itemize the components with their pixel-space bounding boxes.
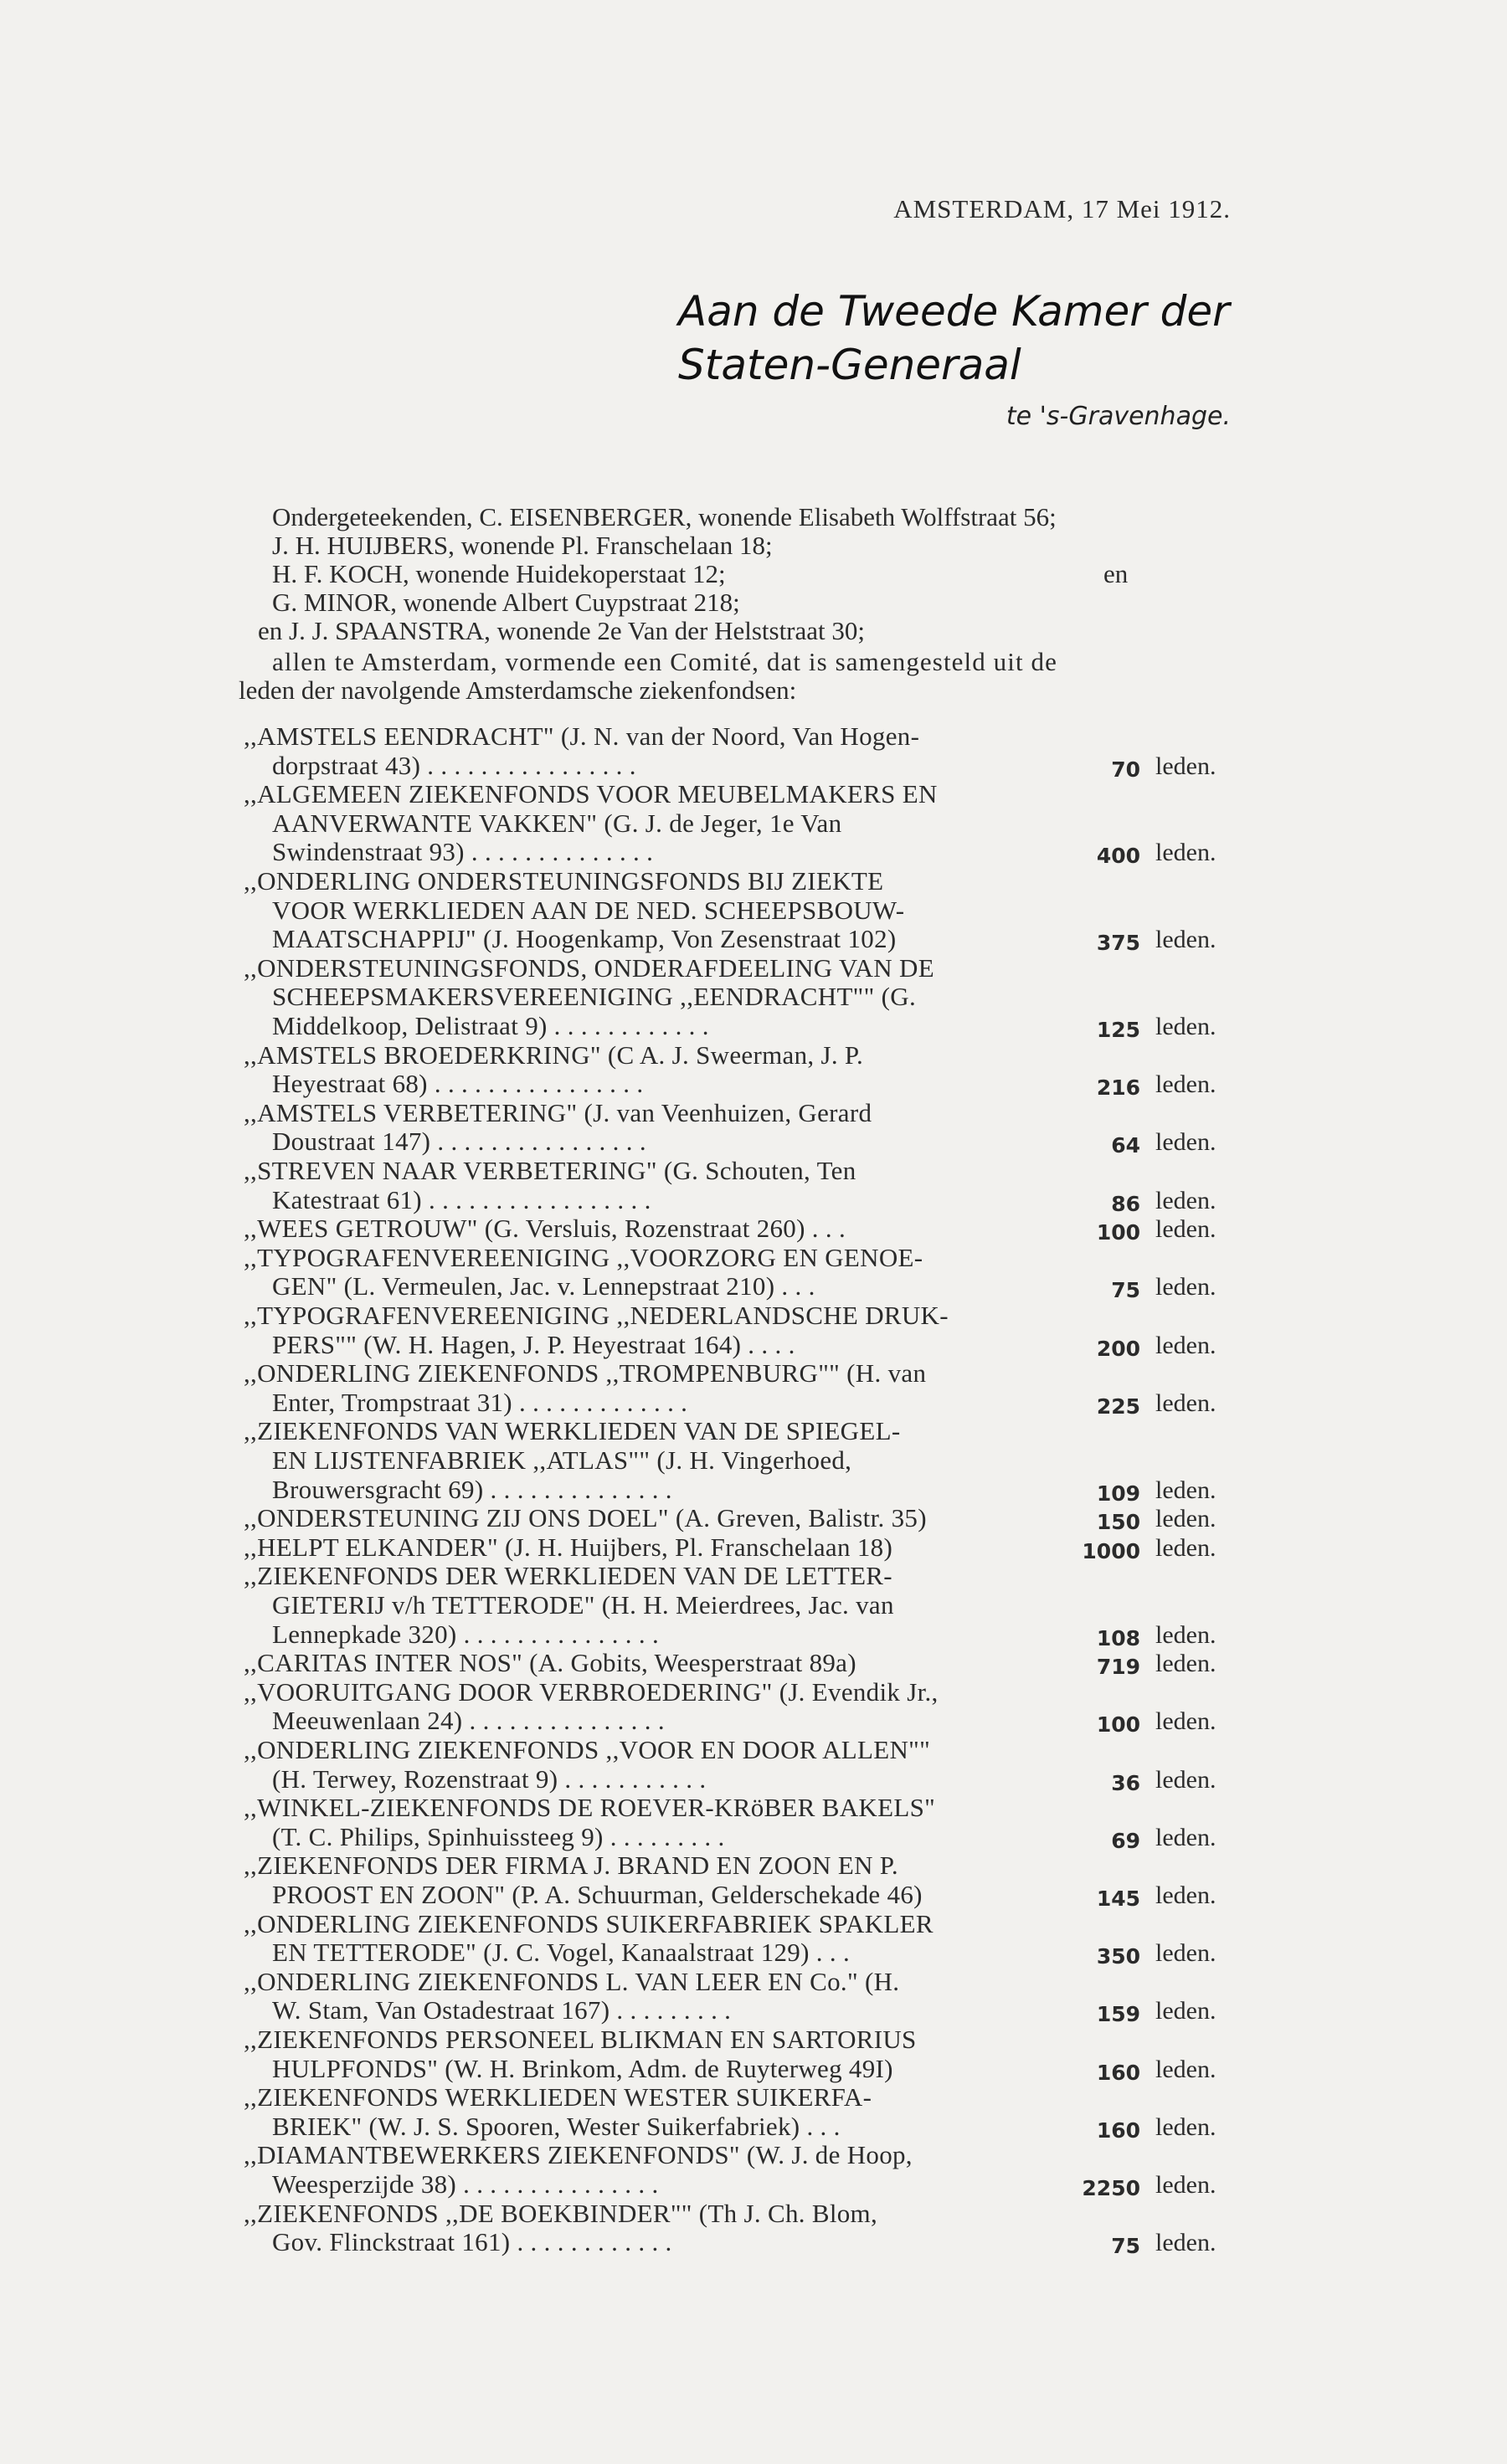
addressee-line-1: Aan de Tweede Kamer der bbox=[678, 287, 1230, 336]
fund-entry-line: Doustraat 147) . . . . . . . . . . . . . . . . bbox=[272, 1127, 646, 1157]
member-count: 109 bbox=[1096, 1481, 1140, 1506]
member-count: 64 bbox=[1111, 1133, 1140, 1158]
fund-entry-line: ,,ONDERLING ZIEKENFONDS ,,VOOR EN DOOR ALLEN"" bbox=[244, 1735, 931, 1764]
fund-entry-line: ,,WEES GETROUW" (G. Versluis, Rozenstraat 260) . . . bbox=[244, 1214, 846, 1244]
fund-entry-line: Enter, Trompstraat 31) . . . . . . . . . . . . . bbox=[272, 1387, 688, 1417]
member-count: 125 bbox=[1096, 1018, 1140, 1042]
intro-line: leden der navolgende Amsterdamsche ziekenfondsen: bbox=[239, 675, 797, 705]
fund-entry-line: ,,ONDERSTEUNING ZIJ ONS DOEL" (A. Greven, Balistr. 35) bbox=[244, 1503, 927, 1533]
member-count: 69 bbox=[1111, 1828, 1140, 1853]
fund-entry-line: W. Stam, Van Ostadestraat 167) . . . . . . . . . bbox=[272, 1995, 732, 2025]
member-count: 159 bbox=[1096, 2002, 1140, 2027]
member-unit: leden. bbox=[1155, 2171, 1216, 2199]
fund-entry-line: ,,ZIEKENFONDS DER WERKLIEDEN VAN DE LETTER- bbox=[244, 1561, 892, 1591]
fund-entry-line: GIETERIJ v/h TETTERODE" (H. H. Meierdrees, Jac. van bbox=[272, 1590, 894, 1620]
fund-entry-line: Lennepkade 320) . . . . . . . . . . . . . . . bbox=[272, 1619, 660, 1649]
intro-line: J. H. HUIJBERS, wonende Pl. Franschelaan 18; bbox=[272, 531, 773, 560]
member-unit: leden. bbox=[1155, 1823, 1216, 1851]
fund-entry-line: EN TETTERODE" (J. C. Vogel, Kanaalstraat 129) . . . bbox=[272, 1938, 851, 1968]
member-count: 200 bbox=[1096, 1336, 1140, 1361]
member-unit: leden. bbox=[1155, 1997, 1216, 2025]
fund-entry-line: ,,WINKEL-ZIEKENFONDS DE ROEVER-KRöBER BAKELS" bbox=[244, 1793, 936, 1823]
fund-entry-line: ,,AMSTELS EENDRACHT" (J. N. van der Noord, Van Hogen- bbox=[244, 721, 920, 751]
member-unit: leden. bbox=[1155, 1650, 1216, 1678]
member-unit: leden. bbox=[1155, 1013, 1216, 1040]
member-unit: leden. bbox=[1155, 752, 1216, 780]
member-count: 375 bbox=[1096, 931, 1140, 956]
fund-entry-line: ,,STREVEN NAAR VERBETERING" (G. Schouten, Ten bbox=[244, 1156, 856, 1185]
member-count: 160 bbox=[1096, 2060, 1140, 2085]
fund-entry-line: ,,DIAMANTBEWERKERS ZIEKENFONDS" (W. J. de Hoop, bbox=[244, 2140, 913, 2170]
fund-entry-line: ,,ONDERLING ZIEKENFONDS ,,TROMPENBURG"" (H. van bbox=[244, 1358, 927, 1389]
fund-entry-line: Gov. Flinckstraat 161) . . . . . . . . . . . . bbox=[272, 2227, 672, 2257]
member-unit: leden. bbox=[1155, 1070, 1216, 1099]
member-unit: leden. bbox=[1155, 2112, 1216, 2141]
intro-line: G. MINOR, wonende Albert Cuypstraat 218; bbox=[272, 588, 740, 617]
member-unit: leden. bbox=[1155, 1765, 1216, 1794]
member-unit: leden. bbox=[1155, 1476, 1216, 1504]
fund-entry-line: ,,ONDERLING ZIEKENFONDS SUIKERFABRIEK SPAKLER bbox=[244, 1908, 934, 1938]
fund-entry-line: Weesperzijde 38) . . . . . . . . . . . . . . . bbox=[272, 2169, 659, 2199]
member-unit: leden. bbox=[1155, 926, 1216, 954]
intro-line: Ondergeteekenden, C. EISENBERGER, wonende Elisabeth Wolffstraat 56; bbox=[272, 502, 1057, 531]
fund-entry-line: ,,HELPT ELKANDER" (J. H. Huijbers, Pl. Franschelaan 18) bbox=[244, 1532, 893, 1562]
fund-entry-line: Heyestraat 68) . . . . . . . . . . . . . . . . bbox=[272, 1069, 644, 1099]
member-count: 2250 bbox=[1082, 2176, 1140, 2200]
fund-entry-line: GEN" (L. Vermeulen, Jac. v. Lennepstraat 210) . . . bbox=[272, 1271, 815, 1301]
member-count: 160 bbox=[1096, 2118, 1140, 2143]
member-count: 108 bbox=[1096, 1625, 1140, 1650]
member-unit: leden. bbox=[1155, 1533, 1216, 1562]
member-count: 86 bbox=[1111, 1191, 1140, 1216]
intro-line: allen te Amsterdam, vormende een Comité, dat is samengesteld uit de bbox=[272, 647, 1058, 676]
member-count: 350 bbox=[1096, 1944, 1140, 1969]
addressee-heading bbox=[678, 285, 1230, 392]
fund-entry-line: ,,ONDERSTEUNINGSFONDS, ONDERAFDEELING VAN DE bbox=[244, 952, 934, 983]
fund-entry-line: ,,CARITAS INTER NOS" (A. Gobits, Weesperstraat 89a) bbox=[244, 1648, 856, 1678]
member-count: 719 bbox=[1096, 1655, 1140, 1680]
member-unit: leden. bbox=[1155, 1389, 1216, 1417]
member-unit: leden. bbox=[1155, 1939, 1216, 1968]
member-count: 145 bbox=[1096, 1887, 1140, 1911]
fund-entry-line: MAATSCHAPPIJ" (J. Hoogenkamp, Von Zesenstraat 102) bbox=[272, 924, 897, 954]
member-count: 216 bbox=[1096, 1075, 1140, 1101]
member-unit: leden. bbox=[1155, 2055, 1216, 2083]
fund-entry-line: ,,ALGEMEEN ZIEKENFONDS VOOR MEUBELMAKERS EN bbox=[244, 779, 938, 809]
fund-entry-line: (T. C. Philips, Spinhuissteeg 9) . . . . . . . . . bbox=[272, 1821, 725, 1851]
member-unit: leden. bbox=[1155, 1331, 1216, 1359]
member-count: 400 bbox=[1096, 844, 1140, 869]
fund-entry-line: HULPFONDS" (W. H. Brinkom, Adm. de Ruyterweg 49I) bbox=[272, 2053, 893, 2083]
member-unit: leden. bbox=[1155, 1215, 1216, 1244]
fund-entry-line: BRIEK" (W. J. S. Spooren, Wester Suikerfabriek) . . . bbox=[272, 2111, 841, 2141]
dateline: AMSTERDAM, 17 Mei 1912. bbox=[893, 194, 1231, 223]
addressee-place: te 's-Gravenhage. bbox=[1006, 402, 1231, 431]
fund-entry-line: PERS"" (W. H. Hagen, J. P. Heyestraat 164) . . . . bbox=[272, 1329, 795, 1359]
addressee-line-2: Staten-Generaal bbox=[678, 341, 1021, 389]
intro-line: H. F. KOCH, wonende Huidekoperstaat 12; bbox=[272, 559, 726, 588]
member-unit: leden. bbox=[1155, 1186, 1216, 1214]
fund-entry-line: ,,ONDERLING ZIEKENFONDS L. VAN LEER EN Co." (H. bbox=[244, 1966, 900, 1996]
fund-entry-line: ,,ONDERLING ONDERSTEUNINGSFONDS BIJ ZIEKTE bbox=[244, 866, 884, 896]
member-unit: leden. bbox=[1155, 1707, 1216, 1736]
fund-entry-line: ,,TYPOGRAFENVEREENIGING ,,VOORZORG EN GENOE- bbox=[244, 1242, 923, 1272]
fund-entry-line: Brouwersgracht 69) . . . . . . . . . . . . . . bbox=[272, 1474, 672, 1504]
member-unit: leden. bbox=[1155, 1273, 1216, 1301]
member-count: 150 bbox=[1096, 1510, 1140, 1535]
fund-entry-line: Middelkoop, Delistraat 9) . . . . . . . . . . . . bbox=[272, 1011, 709, 1040]
fund-entry-line: Swindenstraat 93) . . . . . . . . . . . . . . bbox=[272, 837, 654, 867]
fund-entry-line: ,,VOORUITGANG DOOR VERBROEDERING" (J. Evendik Jr., bbox=[244, 1676, 939, 1707]
fund-entry-line: Katestraat 61) . . . . . . . . . . . . . . . . . bbox=[272, 1184, 651, 1214]
fund-entry-line: dorpstraat 43) . . . . . . . . . . . . . . . . bbox=[272, 750, 636, 780]
fund-entry-line: ,,TYPOGRAFENVEREENIGING ,,NEDERLANDSCHE DRUK- bbox=[244, 1301, 949, 1330]
fund-entry-line: (H. Terwey, Rozenstraat 9) . . . . . . . . . . . bbox=[272, 1763, 707, 1794]
intro-en-word: en bbox=[1103, 559, 1129, 588]
fund-entry-line: ,,AMSTELS BROEDERKRING" (C A. J. Sweerman, J. P. bbox=[244, 1040, 864, 1070]
member-count: 1000 bbox=[1082, 1538, 1140, 1563]
fund-entry-line: ,,AMSTELS VERBETERING" (J. van Veenhuizen, Gerard bbox=[244, 1097, 872, 1127]
member-unit: leden. bbox=[1155, 1128, 1216, 1157]
member-unit: leden. bbox=[1155, 1505, 1216, 1533]
member-unit: leden. bbox=[1155, 839, 1216, 867]
fund-entry-line: ,,ZIEKENFONDS PERSONEEL BLIKMAN EN SARTORIUS bbox=[244, 2025, 917, 2054]
member-count: 100 bbox=[1096, 1712, 1140, 1738]
fund-entry-line: Meeuwenlaan 24) . . . . . . . . . . . . . . . bbox=[272, 1706, 665, 1736]
fund-entry-line: PROOST EN ZOON" (P. A. Schuurman, Gelderschekade 46) bbox=[272, 1880, 923, 1909]
fund-entry-line: VOOR WERKLIEDEN AAN DE NED. SCHEEPSBOUW- bbox=[272, 895, 905, 925]
fund-entry-line: ,,ZIEKENFONDS DER FIRMA J. BRAND EN ZOON EN P. bbox=[244, 1851, 898, 1881]
member-count: 100 bbox=[1096, 1220, 1140, 1245]
member-unit: leden. bbox=[1155, 1620, 1216, 1649]
member-count: 75 bbox=[1111, 2234, 1140, 2259]
fund-entry-line: ,,ZIEKENFONDS ,,DE BOEKBINDER"" (Th J. Ch. Blom, bbox=[244, 2198, 878, 2228]
member-unit: leden. bbox=[1155, 1881, 1216, 1909]
fund-entry-line: SCHEEPSMAKERSVEREENIGING ,,EENDRACHT"" (G. bbox=[272, 982, 916, 1012]
member-count: 36 bbox=[1111, 1770, 1140, 1795]
member-count: 225 bbox=[1096, 1394, 1140, 1419]
member-count: 75 bbox=[1111, 1278, 1140, 1303]
fund-entry-line: EN LIJSTENFABRIEK ,,ATLAS"" (J. H. Vingerhoed, bbox=[272, 1445, 852, 1475]
member-unit: leden. bbox=[1155, 2229, 1216, 2257]
member-count: 70 bbox=[1111, 757, 1140, 782]
fund-entry-line: AANVERWANTE VAKKEN" (G. J. de Jeger, 1e Van bbox=[272, 808, 842, 838]
fund-entry-line: ,,ZIEKENFONDS WERKLIEDEN WESTER SUIKERFA- bbox=[244, 2082, 872, 2112]
intro-line: en J. J. SPAANSTRA, wonende 2e Van der Helststraat 30; bbox=[258, 616, 866, 645]
fund-entry-line: ,,ZIEKENFONDS VAN WERKLIEDEN VAN DE SPIEGEL- bbox=[244, 1416, 901, 1446]
